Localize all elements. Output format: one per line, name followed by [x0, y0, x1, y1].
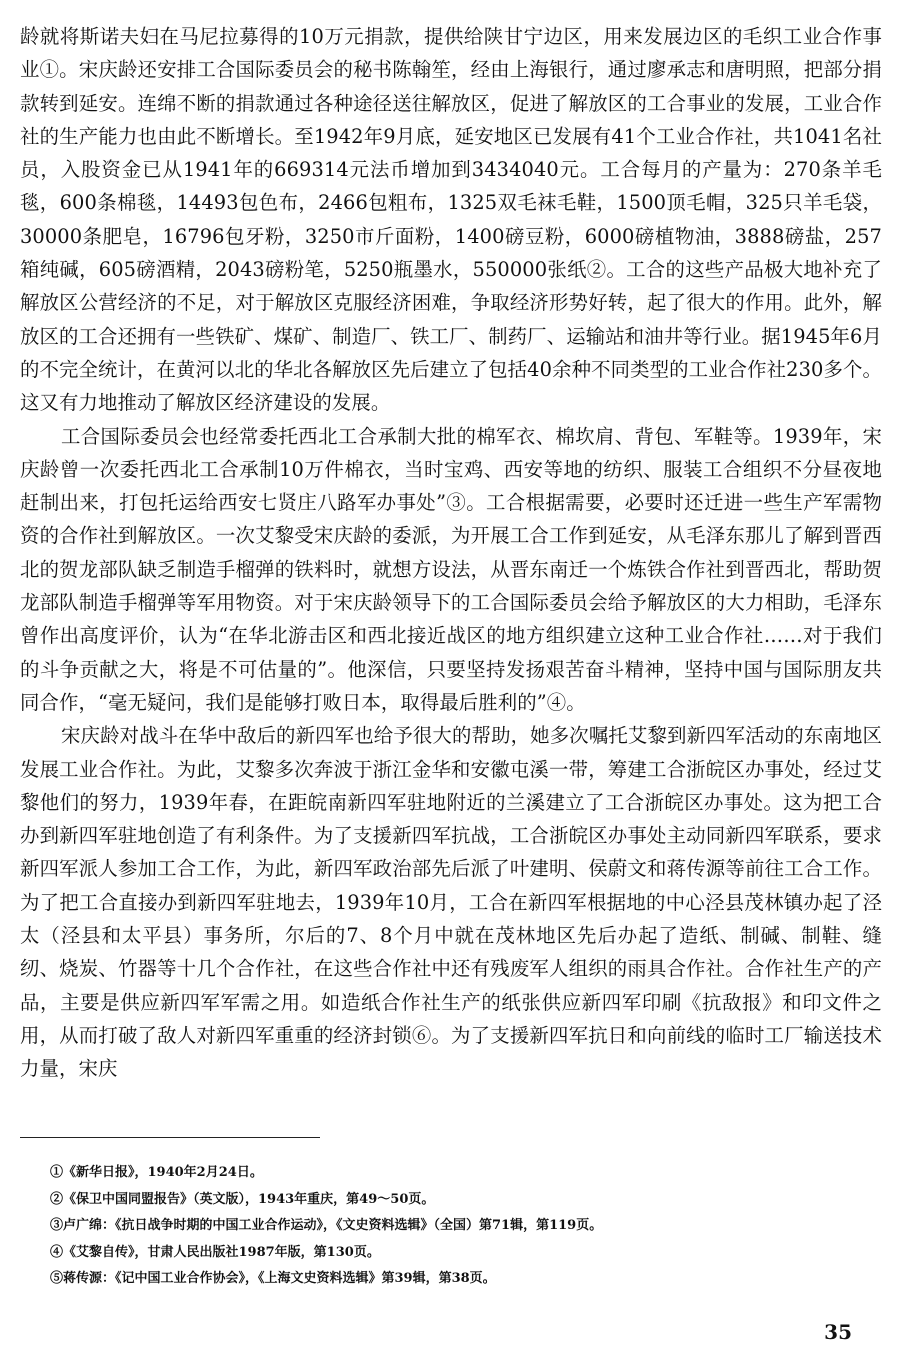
footnotes [50, 1160, 850, 1293]
body-text [20, 20, 882, 1086]
paragraph-2: 工合国际委员会也经常委托西北工合承制大批的棉军衣、棉坎肩、背包、军鞋等。1939年，宋庆龄曾一次委托西北工合承制10万件棉衣，当时宝鸡、西安等地的纺织、服装工合组织不分昼夜地赶制出来，打包托运给西安七贤庄八路军办事处”③。工合根据需要，必要时还迁进一些生产军需物资的合作社到解放区。一次艾黎受宋庆龄的委派，为开展工合工作到延安，从毛泽东那儿了解到晋西北的贺龙部队缺乏制造手榴弹的铁料时，就想方设法，从晋东南迁一个炼铁合作社到晋西北，帮助贺龙部队制造手榴弹等军用物资。对于宋庆龄领导下的工合国际委员会给予解放区的大力相助，毛泽东曾作出高度评价，认为“在华北游击区和西北接近战区的地方组织建立这种工业合作社……对于我们的斗争贡献之大，将是不可估量的”。他深信，只要坚持发扬艰苦奋斗精神，坚持中国与国际朋友共同合作，“毫无疑问，我们是能够打败日本，取得最后胜利的”④。 [20, 424, 882, 714]
footnote-3: ③卢广绵：《抗日战争时期的中国工业合作运动》，《文史资料选辑》（全国）第71辑，第119页。 [50, 1218, 603, 1233]
footnote-1: ①《新华日报》，1940年2月24日。 [50, 1165, 263, 1180]
paragraph-3: 宋庆龄对战斗在华中敌后的新四军也给予很大的帮助，她多次嘱托艾黎到新四军活动的东南地区发展工业合作社。为此，艾黎多次奔波于浙江金华和安徽屯溪一带，筹建工合浙皖区办事处，经过艾黎他们的努力，1939年春，在距皖南新四军驻地附近的兰溪建立了工合浙皖区办事处。这为把工合办到新四军驻地创造了有利条件。为了支援新四军抗战，工合浙皖区办事处主动同新四军联系，要求新四军派人参加工合工作，为此，新四军政治部先后派了叶建明、侯蔚文和蒋传源等前往工合工作。为了把工合直接办到新四军驻地去，1939年10月，工合在新四军根据地的中心泾县茂林镇办起了泾太（泾县和太平县）事务所，尔后的7、8个月中就在茂林地区先后办起了造纸、制碱、制鞋、缝纫、烧炭、竹器等十几个合作社，在这些合作社中还有残废军人组织的雨具合作社。合作社生产的产品，主要是供应新四军军需之用。如造纸合作社生产的纸张供应新四军印刷《抗敌报》和印文件之用，从而打破了敌人对新四军重重的经济封锁⑥。为了支援新四军抗日和向前线的临时工厂输送技术力量，宋庆 [20, 724, 882, 1081]
footnote-2: ②《保卫中国同盟报告》（英文版），1943年重庆，第49～50页。 [50, 1191, 435, 1207]
paragraph-1: 龄就将斯诺夫妇在马尼拉募得的10万元捐款，提供给陕甘宁边区，用来发展边区的毛织工业合作事业①。宋庆龄还安排工合国际委员会的秘书陈翰笙，经由上海银行，通过廖承志和唐明照，把部分捐款转到延安。连绵不断的捐款通过各种途径送往解放区，促进了解放区的工合事业的发展，工业合作社的生产能力也由此不断增长。至1942年9月底，延安地区已发展有41个工业合作社，共1041名社员，入股资金已从1941年的669314元法币增加到3434040元。工合每月的产量为：270条羊毛毯，600条棉毯，14493包色布，2466包粗布，1325双毛袜毛鞋，1500顶毛帽，325只羊毛袋，30000条肥皂，16796包牙粉，3250市斤面粉，1400磅豆粉，6000磅植物油，3888磅盐，257箱纯碱，605磅酒精，2043磅粉笔，5250瓶墨水，550000张纸②。工合的这些产品极大地补充了解放区公营经济的不足，对于解放区克服经济困难，争取经济形势好转，起了很大的作用。此外，解放区的工合还拥有一些铁矿、煤矿、制造厂、铁工厂、制药厂、运输站和油井等行业。据1945年6月的不完全统计，在黄河以北的华北各解放区先后建立了包括40余种不同类型的工业合作社230多个。这又有力地推动了解放区经济建设的发展。 [20, 25, 882, 415]
footnote-divider [20, 1137, 320, 1138]
page-number: 35 [824, 1320, 852, 1344]
footnote-5: ⑤蒋传源：《记中国工业合作协会》，《上海文史资料选辑》第39辑，第38页。 [50, 1271, 496, 1286]
footnote-4: ④《艾黎自传》，甘肃人民出版社1987年版，第130页。 [50, 1244, 380, 1260]
